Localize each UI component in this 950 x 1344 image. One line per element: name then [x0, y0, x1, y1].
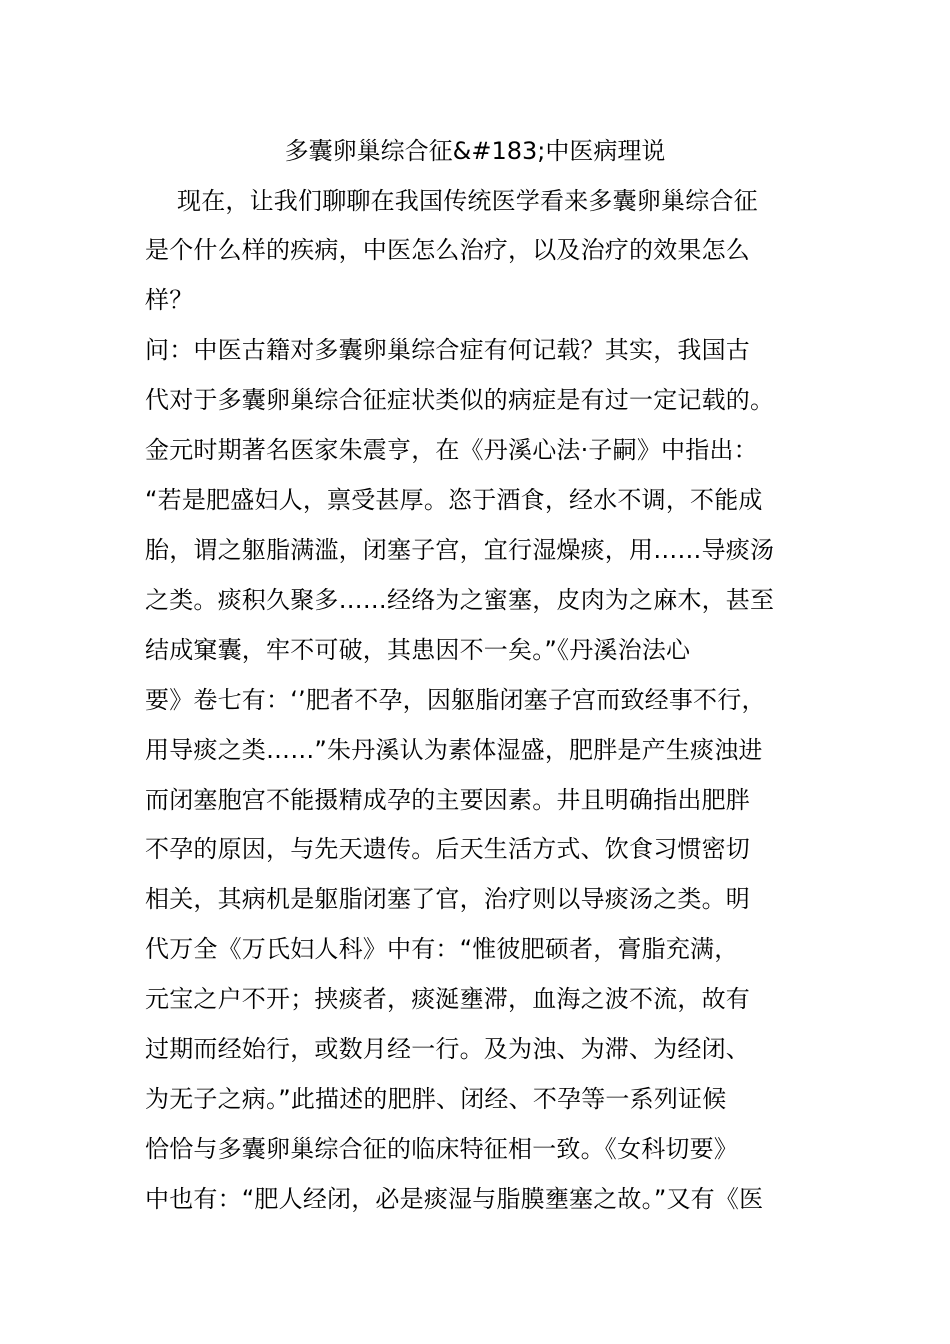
body-line: 金元时期著名医家朱震亨，在《丹溪心法·子嗣》中指出： [145, 436, 758, 464]
body-line: 代万全《万氏妇人科》中有：“惟彼肥硕者，膏脂充满， [145, 935, 739, 963]
body-line: “若是肥盛妇人，禀受甚厚。恣于酒食，经水不调，不能成 [145, 486, 763, 514]
body-line: 而闭塞胞宫不能摄精成孕的主要因素。井且明确指出肥胖 [145, 786, 750, 814]
body-line: 是个什么样的疾病，中医怎么治疗，以及治疗的效果怎么 [145, 236, 750, 264]
body-line: 恰恰与多囊卵巢综合征的临床特征相一致。《女科切要》 [145, 1135, 738, 1163]
body-line: 现在，让我们聊聊在我国传统医学看来多囊卵巢综合征 [177, 187, 758, 215]
body-line: 胎，谓之躯脂满滥，闭塞子宫，宜行湿燥痰，用……导痰汤 [145, 536, 775, 564]
body-line: 要》卷七有：‘’肥者不孕，因躯脂闭塞子宫而致经事不行， [145, 686, 766, 714]
body-line: 不孕的原因，与先天遗传。后天生活方式、饮食习惯密切 [145, 835, 750, 863]
body-line: 为无子之病。”此描述的肥胖、闭经、不孕等一系列证候 [145, 1085, 727, 1113]
body-line: 元宝之户不开；挟痰者，痰涎壅滞，血海之波不流，故有 [145, 985, 750, 1013]
body-line: 问：中医古籍对多囊卵巢综合症有何记载？其实，我国古 [145, 336, 750, 364]
body-line: 之类。痰积久聚多……经络为之蜜塞，皮肉为之麻木，甚至 [145, 586, 775, 614]
body-line: 用导痰之类……”朱丹溪认为素体湿盛，肥胖是产生痰浊进 [145, 736, 763, 764]
body-line: 样？ [145, 286, 194, 314]
body-line: 过期而经始行，或数月经一行。及为浊、为滞、为经闭、 [145, 1035, 750, 1063]
body-line: 结成窠囊，牢不可破，其患因不一矣。”《丹溪治法心 [145, 636, 691, 664]
body-line: 相关，其病机是躯脂闭塞了官，治疗则以导痰汤之类。明 [145, 885, 750, 913]
document-title: 多囊卵巢综合征&#183;中医病理说 [284, 137, 666, 165]
body-line: 中也有：“肥人经闭，必是痰湿与脂膜壅塞之故。”又有《医 [145, 1185, 764, 1213]
body-line: 代对于多囊卵巢综合征症状类似的病症是有过一定记载的。 [145, 386, 775, 414]
